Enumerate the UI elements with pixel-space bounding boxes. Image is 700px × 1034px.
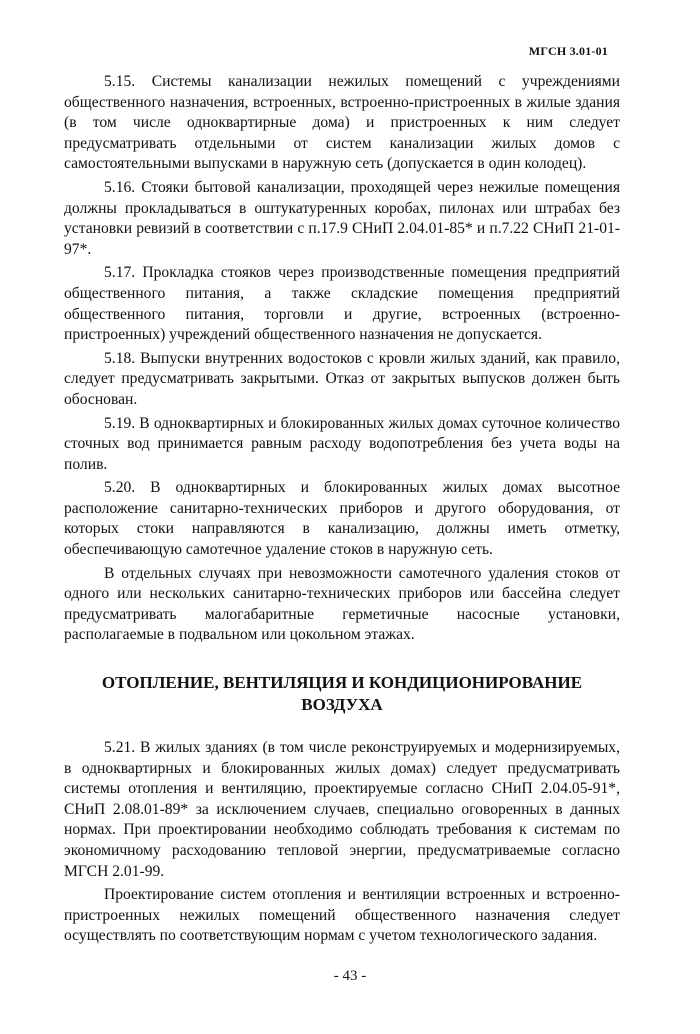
document-code: МГСН 3.01-01	[528, 44, 608, 58]
section-heading: ОТОПЛЕНИЕ, ВЕНТИЛЯЦИЯ И КОНДИЦИОНИРОВАНИЕ ВОЗДУХА	[101, 673, 583, 715]
page-number: - 43 -	[333, 968, 367, 984]
paragraph-5-18: 5.18. Выпуски внутренних водостоков с кровли жилых зданий, как правило, следует предусматривать закрытыми. Отказ от закрытых выпусков должен быть обоснован.	[64, 349, 620, 408]
paragraph-5-15: 5.15. Системы канализации нежилых помещений с учреждениями общественного назначения, встроенных, встроенно-пристроенных в жилые здания (в том числе одноквартирные дома) и пристроенных к ним следует предусматривать отдельными от систем канализации жилых домов с самостоятельными выпусками в наружную сеть (допускается в один колодец).	[64, 73, 620, 173]
paragraph-5-16: 5.16. Стояки бытовой канализации, проходящей через нежилые помещения должны прокладываться в оштукатуренных коробах, пилонах или штрабах без установки ревизий в соответствии с п.17.9 СНиП 2.04.01-85* и п.7.22 СНиП 21-01-97*.	[64, 178, 620, 258]
paragraph-5-20-continued: В отдельных случаях при невозможности самотечного удаления стоков от одного или нескольких санитарно-технических приборов или бассейна следует предусматривать малогабаритные герметичные насосные установки, располагаемые в подвальном или цокольном этажах.	[64, 564, 620, 644]
paragraph-5-21: 5.21. В жилых зданиях (в том числе реконструируемых и модернизируемых, в одноквартирных и блокированных жилых домах) следует предусматривать системы отопления и вентиляцию, проектируемые согласно СНиП 2.04.05-91*, СНиП 2.08.01-89* за исключением случаев, специально оговоренных в данных нормах. При проектировании необходимо соблюдать требования к системам по экономичному расходованию тепловой энергии, предусматриваемые согласно МГСН 2.01-99.	[64, 739, 620, 880]
paragraph-5-21-continued: Проектирование систем отопления и вентиляции встроенных и встроенно-пристроенных нежилых помещений общественного назначения следует осуществлять по соответствующим нормам с учетом технологического задания.	[64, 886, 620, 945]
paragraph-5-20: 5.20. В одноквартирных и блокированных жилых домах высотное расположение санитарно-технических приборов и другого оборудования, от которых стоки направляются в канализацию, должны иметь отметку, обеспечивающую самотечное удаление стоков в наружную сеть.	[64, 479, 620, 559]
paragraph-5-17: 5.17. Прокладка стояков через производственные помещения предприятий общественного питания, а также складские помещения предприятий общественного питания, торговли и другие, встроенных (встроенно-пристроенных) учреждений общественного назначения не допускается.	[64, 264, 620, 344]
document-body	[64, 72, 620, 950]
paragraph-5-19: 5.19. В одноквартирных и блокированных жилых домах суточное количество сточных вод принимается равным расходу водопотребления без учета воды на полив.	[64, 414, 620, 473]
